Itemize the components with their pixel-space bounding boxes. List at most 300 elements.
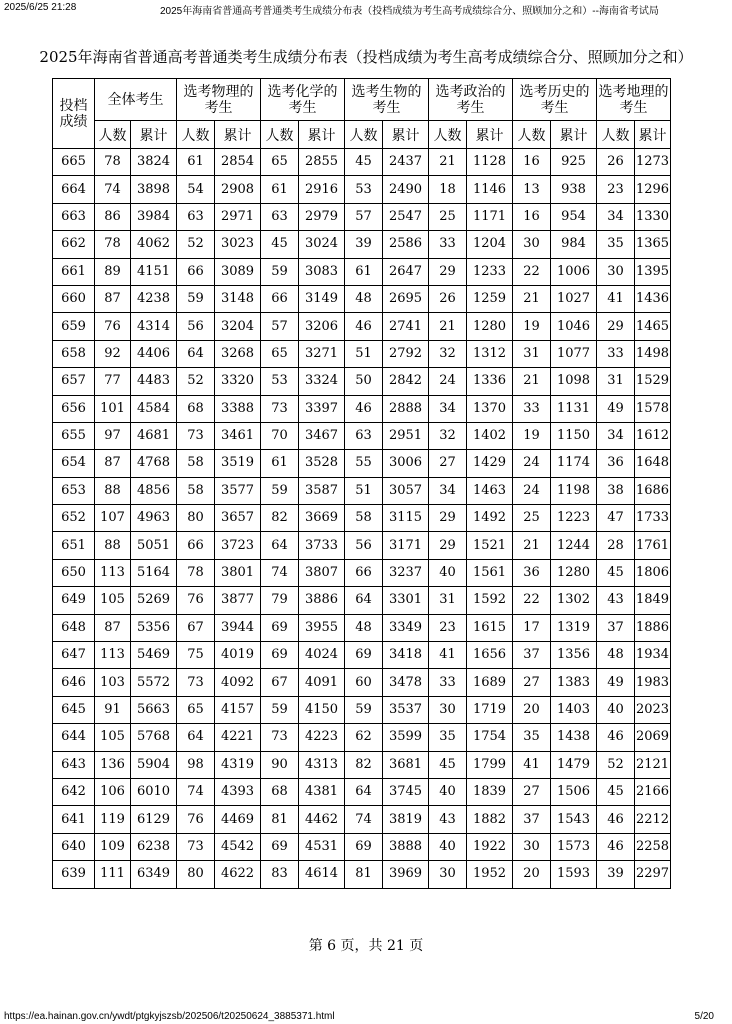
score-distribution-table <box>52 78 671 889</box>
count-cell: 119 <box>95 806 131 833</box>
count-cell: 19 <box>513 422 551 449</box>
count-cell: 113 <box>95 559 131 586</box>
cumulative-cell: 3669 <box>299 505 345 532</box>
count-cell: 45 <box>597 559 635 586</box>
cumulative-cell: 3587 <box>299 477 345 504</box>
score-cell: 662 <box>53 231 95 258</box>
cumulative-cell: 3886 <box>299 587 345 614</box>
count-cell: 45 <box>261 231 299 258</box>
cumulative-cell: 1330 <box>635 203 671 230</box>
count-cell: 31 <box>513 340 551 367</box>
score-cell: 647 <box>53 642 95 669</box>
cumulative-cell: 1204 <box>467 231 513 258</box>
score-cell: 658 <box>53 340 95 367</box>
cumulative-cell: 1686 <box>635 477 671 504</box>
score-cell: 654 <box>53 450 95 477</box>
cumulative-cell: 3577 <box>215 477 261 504</box>
count-cell: 107 <box>95 505 131 532</box>
group-header: 选考生物的考生 <box>345 79 429 121</box>
count-cell: 73 <box>177 669 215 696</box>
cumulative-cell: 3083 <box>299 258 345 285</box>
cumulative-cell: 4542 <box>215 833 261 860</box>
count-cell: 52 <box>177 231 215 258</box>
cumulative-cell: 3733 <box>299 532 345 559</box>
count-cell: 32 <box>429 340 467 367</box>
score-cell: 645 <box>53 696 95 723</box>
cumulative-cell: 2908 <box>215 176 261 203</box>
count-cell: 82 <box>261 505 299 532</box>
count-cell: 41 <box>513 751 551 778</box>
cumulative-cell: 1131 <box>551 395 597 422</box>
cumulative-cell: 5904 <box>131 751 177 778</box>
cumulative-cell: 3898 <box>131 176 177 203</box>
cumulative-cell: 3819 <box>383 806 429 833</box>
count-cell: 45 <box>597 778 635 805</box>
cumulative-cell: 4314 <box>131 313 177 340</box>
count-cell: 21 <box>513 368 551 395</box>
cumulative-cell: 1578 <box>635 395 671 422</box>
table-row <box>53 559 671 586</box>
cumulative-cell: 1429 <box>467 450 513 477</box>
cumulative-cell: 1273 <box>635 149 671 176</box>
count-cell: 34 <box>429 477 467 504</box>
count-cell: 76 <box>95 313 131 340</box>
count-cell: 105 <box>95 724 131 751</box>
count-cell: 66 <box>177 532 215 559</box>
cumulative-cell: 3969 <box>383 861 429 888</box>
group-header: 全体考生 <box>95 79 177 121</box>
cumulative-cell: 3461 <box>215 422 261 449</box>
count-cell: 50 <box>345 368 383 395</box>
count-cell: 25 <box>429 203 467 230</box>
table-row <box>53 861 671 888</box>
count-cell: 43 <box>597 587 635 614</box>
count-cell: 78 <box>95 149 131 176</box>
print-header <box>0 0 732 16</box>
cumulative-cell: 4622 <box>215 861 261 888</box>
table-row <box>53 505 671 532</box>
cumulative-cell: 3148 <box>215 285 261 312</box>
count-cell: 64 <box>345 778 383 805</box>
print-page-title: 2025年海南省普通高考普通类考生成绩分布表（投档成绩为考生高考成绩综合分、照顾加分之和）--海南省考试局 <box>160 6 659 17</box>
count-cell: 69 <box>345 642 383 669</box>
cumulative-cell: 1280 <box>551 559 597 586</box>
cumulative-cell: 3204 <box>215 313 261 340</box>
score-cell: 650 <box>53 559 95 586</box>
count-cell: 91 <box>95 696 131 723</box>
cumulative-cell: 1839 <box>467 778 513 805</box>
table-row <box>53 203 671 230</box>
table-row <box>53 149 671 176</box>
count-subheader: 人数 <box>429 121 467 149</box>
table-row <box>53 285 671 312</box>
cumulative-cell: 1952 <box>467 861 513 888</box>
cumulative-cell: 1436 <box>635 285 671 312</box>
score-cell: 657 <box>53 368 95 395</box>
count-cell: 40 <box>429 778 467 805</box>
count-cell: 19 <box>513 313 551 340</box>
cumulative-cell: 3681 <box>383 751 429 778</box>
cumulative-cell: 1849 <box>635 587 671 614</box>
count-subheader: 人数 <box>177 121 215 149</box>
count-cell: 48 <box>345 614 383 641</box>
count-cell: 83 <box>261 861 299 888</box>
count-cell: 24 <box>513 477 551 504</box>
count-cell: 55 <box>345 450 383 477</box>
print-page-counter: 5/20 <box>694 1011 714 1022</box>
cumulative-cell: 1754 <box>467 724 513 751</box>
cumulative-cell: 2166 <box>635 778 671 805</box>
count-cell: 69 <box>261 614 299 641</box>
score-cell: 646 <box>53 669 95 696</box>
table-row <box>53 422 671 449</box>
cumulative-cell: 2971 <box>215 203 261 230</box>
count-cell: 30 <box>513 231 551 258</box>
table-row <box>53 751 671 778</box>
count-cell: 66 <box>345 559 383 586</box>
count-cell: 87 <box>95 450 131 477</box>
cumulative-cell: 1529 <box>635 368 671 395</box>
cumulative-cell: 1689 <box>467 669 513 696</box>
cumulative-cell: 1296 <box>635 176 671 203</box>
count-cell: 49 <box>597 669 635 696</box>
count-cell: 105 <box>95 587 131 614</box>
cumulative-cell: 1593 <box>551 861 597 888</box>
count-cell: 54 <box>177 176 215 203</box>
count-cell: 33 <box>429 231 467 258</box>
cumulative-cell: 1198 <box>551 477 597 504</box>
count-cell: 33 <box>513 395 551 422</box>
count-cell: 29 <box>429 532 467 559</box>
count-subheader: 人数 <box>95 121 131 149</box>
cumulative-cell: 4319 <box>215 751 261 778</box>
count-cell: 51 <box>345 477 383 504</box>
count-cell: 40 <box>429 833 467 860</box>
cumulative-cell: 1761 <box>635 532 671 559</box>
score-cell: 664 <box>53 176 95 203</box>
count-cell: 101 <box>95 395 131 422</box>
count-cell: 87 <box>95 614 131 641</box>
count-cell: 74 <box>345 806 383 833</box>
cumulative-cell: 3024 <box>299 231 345 258</box>
count-cell: 63 <box>345 422 383 449</box>
cumulative-cell: 4381 <box>299 778 345 805</box>
count-cell: 22 <box>513 587 551 614</box>
count-cell: 78 <box>177 559 215 586</box>
score-cell: 660 <box>53 285 95 312</box>
cumulative-cell: 4313 <box>299 751 345 778</box>
count-cell: 41 <box>597 285 635 312</box>
cumulative-cell: 1171 <box>467 203 513 230</box>
count-cell: 25 <box>513 505 551 532</box>
count-cell: 61 <box>345 258 383 285</box>
count-cell: 36 <box>513 559 551 586</box>
cumulative-cell: 1648 <box>635 450 671 477</box>
cumulative-cell: 3271 <box>299 340 345 367</box>
count-cell: 109 <box>95 833 131 860</box>
count-cell: 46 <box>345 395 383 422</box>
count-cell: 26 <box>597 149 635 176</box>
cumulative-cell: 1223 <box>551 505 597 532</box>
count-cell: 20 <box>513 696 551 723</box>
cumulative-cell: 1506 <box>551 778 597 805</box>
cumulative-cell: 4614 <box>299 861 345 888</box>
count-subheader: 人数 <box>261 121 299 149</box>
cumulative-cell: 4963 <box>131 505 177 532</box>
cumulative-cell: 2916 <box>299 176 345 203</box>
cumulative-cell: 938 <box>551 176 597 203</box>
table-row <box>53 258 671 285</box>
cumulative-cell: 1561 <box>467 559 513 586</box>
cumulative-cell: 4091 <box>299 669 345 696</box>
count-cell: 39 <box>597 861 635 888</box>
count-cell: 32 <box>429 422 467 449</box>
count-cell: 47 <box>597 505 635 532</box>
cumulative-cell: 6129 <box>131 806 177 833</box>
cumulative-cell: 3519 <box>215 450 261 477</box>
cumulative-cell: 3057 <box>383 477 429 504</box>
count-cell: 66 <box>177 258 215 285</box>
score-cell: 641 <box>53 806 95 833</box>
cumulative-cell: 1336 <box>467 368 513 395</box>
cumulative-cell: 3824 <box>131 149 177 176</box>
count-cell: 80 <box>177 861 215 888</box>
score-cell: 656 <box>53 395 95 422</box>
count-cell: 43 <box>429 806 467 833</box>
count-cell: 92 <box>95 340 131 367</box>
cumulative-cell: 1733 <box>635 505 671 532</box>
cumulative-cell: 2121 <box>635 751 671 778</box>
cumulative-cell: 4406 <box>131 340 177 367</box>
count-cell: 68 <box>261 778 299 805</box>
count-cell: 73 <box>261 724 299 751</box>
count-cell: 46 <box>597 833 635 860</box>
cumulative-cell: 1402 <box>467 422 513 449</box>
cumulative-cell: 2695 <box>383 285 429 312</box>
count-cell: 37 <box>513 642 551 669</box>
count-cell: 53 <box>261 368 299 395</box>
cumulative-cell: 2297 <box>635 861 671 888</box>
cumulative-cell: 5356 <box>131 614 177 641</box>
cumulative-cell: 5572 <box>131 669 177 696</box>
count-cell: 69 <box>345 833 383 860</box>
table-header-row-groups <box>53 79 671 121</box>
cumulative-cell: 1403 <box>551 696 597 723</box>
table-row <box>53 176 671 203</box>
cumulative-subheader: 累计 <box>551 121 597 149</box>
count-cell: 17 <box>513 614 551 641</box>
cumulative-cell: 4469 <box>215 806 261 833</box>
table-header-row-subcolumns <box>53 121 671 149</box>
cumulative-cell: 2490 <box>383 176 429 203</box>
cumulative-cell: 2842 <box>383 368 429 395</box>
count-cell: 35 <box>597 231 635 258</box>
cumulative-cell: 3023 <box>215 231 261 258</box>
cumulative-cell: 1882 <box>467 806 513 833</box>
count-cell: 61 <box>177 149 215 176</box>
cumulative-cell: 2023 <box>635 696 671 723</box>
cumulative-cell: 2951 <box>383 422 429 449</box>
cumulative-cell: 5269 <box>131 587 177 614</box>
cumulative-cell: 1479 <box>551 751 597 778</box>
score-cell: 655 <box>53 422 95 449</box>
cumulative-cell: 1146 <box>467 176 513 203</box>
count-cell: 37 <box>597 614 635 641</box>
cumulative-cell: 3528 <box>299 450 345 477</box>
count-cell: 75 <box>177 642 215 669</box>
cumulative-cell: 1077 <box>551 340 597 367</box>
count-cell: 57 <box>261 313 299 340</box>
count-cell: 65 <box>177 696 215 723</box>
score-cell: 649 <box>53 587 95 614</box>
count-cell: 45 <box>345 149 383 176</box>
count-cell: 45 <box>429 751 467 778</box>
count-cell: 18 <box>429 176 467 203</box>
count-cell: 103 <box>95 669 131 696</box>
count-cell: 58 <box>345 505 383 532</box>
cumulative-cell: 1128 <box>467 149 513 176</box>
cumulative-cell: 1174 <box>551 450 597 477</box>
cumulative-cell: 1592 <box>467 587 513 614</box>
count-cell: 23 <box>429 614 467 641</box>
count-cell: 58 <box>177 477 215 504</box>
cumulative-cell: 1395 <box>635 258 671 285</box>
cumulative-cell: 1233 <box>467 258 513 285</box>
count-cell: 60 <box>345 669 383 696</box>
cumulative-cell: 1719 <box>467 696 513 723</box>
count-cell: 13 <box>513 176 551 203</box>
page-number: 第 6 页，共 21 页 <box>308 938 424 954</box>
count-cell: 97 <box>95 422 131 449</box>
cumulative-cell: 1615 <box>467 614 513 641</box>
count-cell: 24 <box>429 368 467 395</box>
count-cell: 69 <box>261 642 299 669</box>
cumulative-cell: 3301 <box>383 587 429 614</box>
count-cell: 67 <box>261 669 299 696</box>
score-cell: 639 <box>53 861 95 888</box>
cumulative-cell: 4393 <box>215 778 261 805</box>
cumulative-cell: 5164 <box>131 559 177 586</box>
count-cell: 41 <box>429 642 467 669</box>
count-cell: 34 <box>597 203 635 230</box>
cumulative-cell: 5469 <box>131 642 177 669</box>
cumulative-cell: 1006 <box>551 258 597 285</box>
table-row <box>53 833 671 860</box>
count-cell: 39 <box>345 231 383 258</box>
count-cell: 74 <box>177 778 215 805</box>
table-row <box>53 395 671 422</box>
count-cell: 46 <box>597 724 635 751</box>
table-row <box>53 642 671 669</box>
cumulative-cell: 3089 <box>215 258 261 285</box>
count-cell: 56 <box>345 532 383 559</box>
count-cell: 34 <box>429 395 467 422</box>
count-cell: 53 <box>345 176 383 203</box>
cumulative-cell: 3268 <box>215 340 261 367</box>
cumulative-subheader: 累计 <box>299 121 345 149</box>
count-cell: 62 <box>345 724 383 751</box>
cumulative-cell: 2258 <box>635 833 671 860</box>
count-cell: 82 <box>345 751 383 778</box>
cumulative-cell: 1656 <box>467 642 513 669</box>
cumulative-cell: 3723 <box>215 532 261 559</box>
cumulative-cell: 3807 <box>299 559 345 586</box>
count-cell: 59 <box>261 258 299 285</box>
count-cell: 33 <box>597 340 635 367</box>
cumulative-cell: 4856 <box>131 477 177 504</box>
count-cell: 64 <box>261 532 299 559</box>
count-cell: 88 <box>95 477 131 504</box>
cumulative-cell: 5051 <box>131 532 177 559</box>
cumulative-cell: 3388 <box>215 395 261 422</box>
count-cell: 76 <box>177 806 215 833</box>
cumulative-cell: 2647 <box>383 258 429 285</box>
cumulative-cell: 1046 <box>551 313 597 340</box>
cumulative-cell: 1027 <box>551 285 597 312</box>
count-cell: 46 <box>597 806 635 833</box>
count-cell: 24 <box>513 450 551 477</box>
cumulative-cell: 2586 <box>383 231 429 258</box>
cumulative-cell: 3149 <box>299 285 345 312</box>
score-cell: 665 <box>53 149 95 176</box>
cumulative-cell: 4024 <box>299 642 345 669</box>
cumulative-cell: 1302 <box>551 587 597 614</box>
count-cell: 34 <box>597 422 635 449</box>
count-cell: 136 <box>95 751 131 778</box>
group-header: 选考物理的考生 <box>177 79 261 121</box>
cumulative-subheader: 累计 <box>131 121 177 149</box>
count-cell: 20 <box>513 861 551 888</box>
cumulative-cell: 3657 <box>215 505 261 532</box>
cumulative-cell: 3206 <box>299 313 345 340</box>
table-row <box>53 806 671 833</box>
score-cell: 653 <box>53 477 95 504</box>
score-cell: 643 <box>53 751 95 778</box>
count-cell: 49 <box>597 395 635 422</box>
cumulative-cell: 1098 <box>551 368 597 395</box>
document-title: 2025年海南省普通高考普通类考生成绩分布表（投档成绩为考生高考成绩综合分、照顾加分之和） <box>39 48 693 66</box>
cumulative-cell: 925 <box>551 149 597 176</box>
count-cell: 52 <box>597 751 635 778</box>
cumulative-cell: 2854 <box>215 149 261 176</box>
count-cell: 89 <box>95 258 131 285</box>
count-cell: 26 <box>429 285 467 312</box>
cumulative-cell: 4483 <box>131 368 177 395</box>
score-cell: 651 <box>53 532 95 559</box>
count-cell: 29 <box>429 505 467 532</box>
count-cell: 67 <box>177 614 215 641</box>
cumulative-cell: 1799 <box>467 751 513 778</box>
cumulative-cell: 1319 <box>551 614 597 641</box>
cumulative-cell: 6010 <box>131 778 177 805</box>
count-cell: 29 <box>429 258 467 285</box>
count-cell: 27 <box>429 450 467 477</box>
count-cell: 29 <box>597 313 635 340</box>
cumulative-cell: 3349 <box>383 614 429 641</box>
count-cell: 52 <box>177 368 215 395</box>
count-cell: 70 <box>261 422 299 449</box>
cumulative-cell: 4238 <box>131 285 177 312</box>
count-cell: 27 <box>513 669 551 696</box>
cumulative-cell: 4681 <box>131 422 177 449</box>
cumulative-cell: 2792 <box>383 340 429 367</box>
count-cell: 36 <box>597 450 635 477</box>
cumulative-cell: 3537 <box>383 696 429 723</box>
count-cell: 69 <box>261 833 299 860</box>
count-cell: 33 <box>429 669 467 696</box>
cumulative-cell: 3397 <box>299 395 345 422</box>
score-column-header: 投档成绩 <box>53 79 95 149</box>
